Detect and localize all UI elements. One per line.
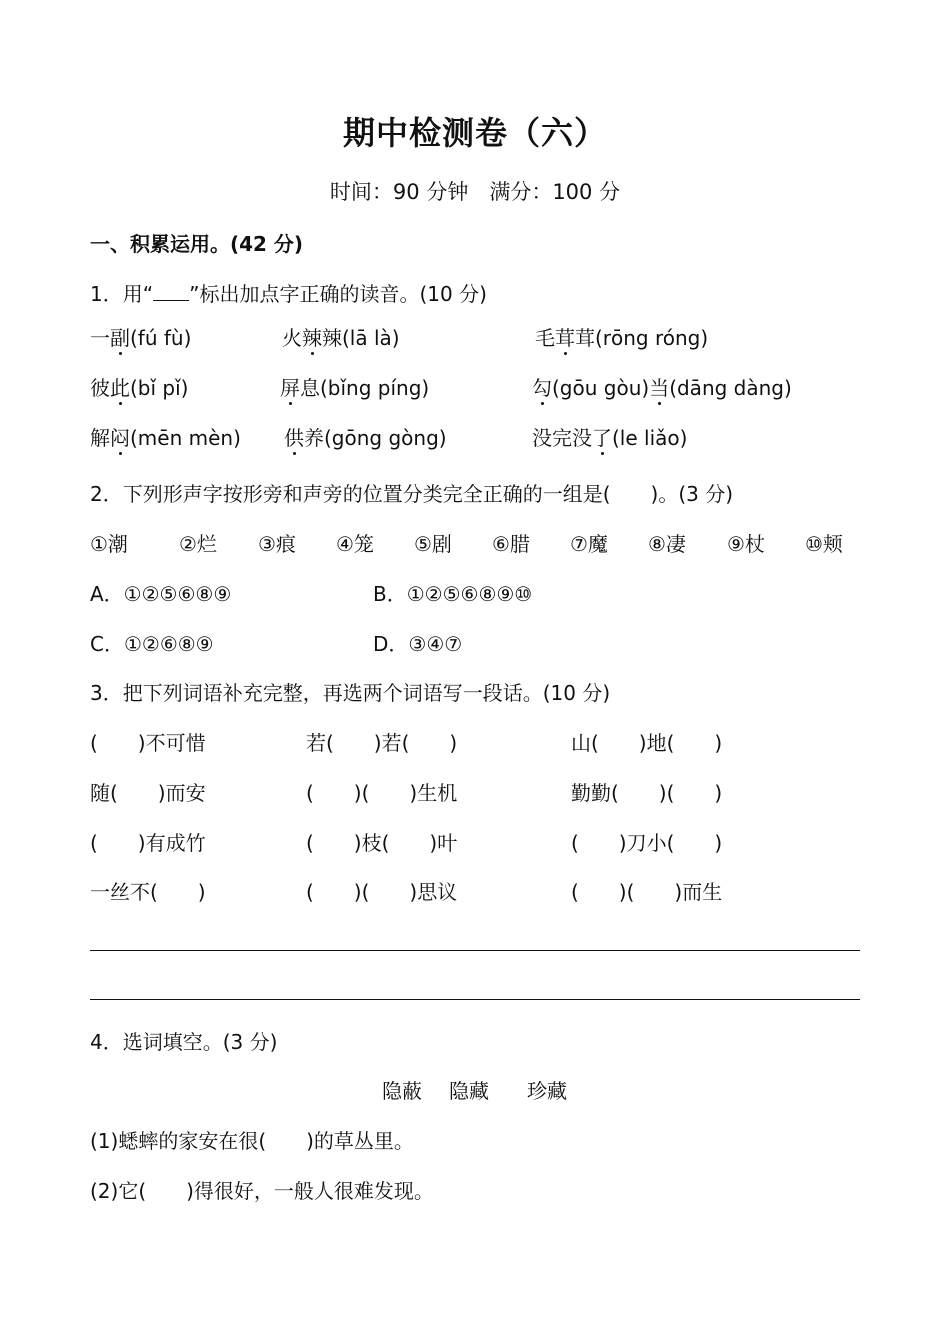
option-b: B．①②⑤⑥⑧⑨⑩ <box>373 582 533 606</box>
idiom-blank: ( )不可惜 <box>90 731 206 755</box>
word-choice: 隐蔽 <box>382 1079 422 1103</box>
sentence-2: (2)它( )得很好，一般人很难发现。 <box>90 1179 434 1203</box>
question-4-prompt: 4．选词填空。(3 分) <box>90 1030 278 1054</box>
question-2-prompt: 2．下列形声字按形旁和声旁的位置分类完全正确的一组是( )。(3 分) <box>90 482 734 506</box>
character-item: ⑧凄 <box>648 532 686 556</box>
idiom-blank: ( )( )思议 <box>306 880 458 904</box>
pinyin-item: 供养(gōng gòng) <box>284 426 447 450</box>
idiom-blank: 若( )若( ) <box>306 731 458 755</box>
pinyin-item: 解闷(mēn mèn) <box>90 426 241 450</box>
character-item: ⑦魔 <box>570 532 608 556</box>
idiom-blank: 一丝不( ) <box>90 880 206 904</box>
character-item: ⑨杖 <box>727 532 765 556</box>
pinyin-item: 没完没了(le liǎo) <box>532 426 688 450</box>
idiom-blank: ( )有成竹 <box>90 831 206 855</box>
option-d: D．③④⑦ <box>373 632 463 656</box>
question-3-prompt: 3．把下列词语补充完整，再选两个词语写一段话。(10 分) <box>90 681 611 705</box>
idiom-blank: ( )枝( )叶 <box>306 831 458 855</box>
pinyin-item: 屏息(bǐng píng) <box>280 376 430 400</box>
idiom-blank: ( )刀小( ) <box>571 831 723 855</box>
idiom-blank: ( )( )生机 <box>306 781 458 805</box>
question-1-prompt: 1．用“ ”标出加点字正确的读音。(10 分) <box>90 282 487 306</box>
section-heading: 一、积累运用。(42 分) <box>90 232 304 256</box>
character-item: ④笼 <box>336 532 374 556</box>
word-choice: 珍藏 <box>527 1079 567 1103</box>
underline-mark <box>153 284 189 301</box>
idiom-blank: 随( )而安 <box>90 781 206 805</box>
word-choice: 隐藏 <box>449 1079 489 1103</box>
answer-line <box>90 950 860 951</box>
character-item: ②烂 <box>179 532 217 556</box>
sentence-1: (1)蟋蟀的家安在很( )的草丛里。 <box>90 1129 414 1153</box>
character-item: ⑩颊 <box>805 532 843 556</box>
idiom-blank: 山( )地( ) <box>571 731 723 755</box>
page-title: 期中检测卷（六） <box>342 114 607 152</box>
character-item: ⑥腊 <box>492 532 530 556</box>
pinyin-item: 勾(gōu gòu)当(dāng dàng) <box>532 376 792 400</box>
character-item: ③痕 <box>258 532 296 556</box>
exam-info: 时间：90 分钟 满分：100 分 <box>329 180 621 204</box>
pinyin-item: 彼此(bǐ pǐ) <box>90 376 189 400</box>
idiom-blank: 勤勤( )( ) <box>571 781 723 805</box>
character-item: ①潮 <box>90 532 128 556</box>
pinyin-item: 毛茸茸(rōng róng) <box>535 326 709 350</box>
answer-line <box>90 999 860 1000</box>
pinyin-item: 一副(fú fù) <box>90 326 192 350</box>
pinyin-item: 火辣辣(lā là) <box>282 326 400 350</box>
option-a: A．①②⑤⑥⑧⑨ <box>90 582 232 606</box>
idiom-blank: ( )( )而生 <box>571 880 723 904</box>
option-c: C．①②⑥⑧⑨ <box>90 632 214 656</box>
character-item: ⑤剧 <box>414 532 452 556</box>
